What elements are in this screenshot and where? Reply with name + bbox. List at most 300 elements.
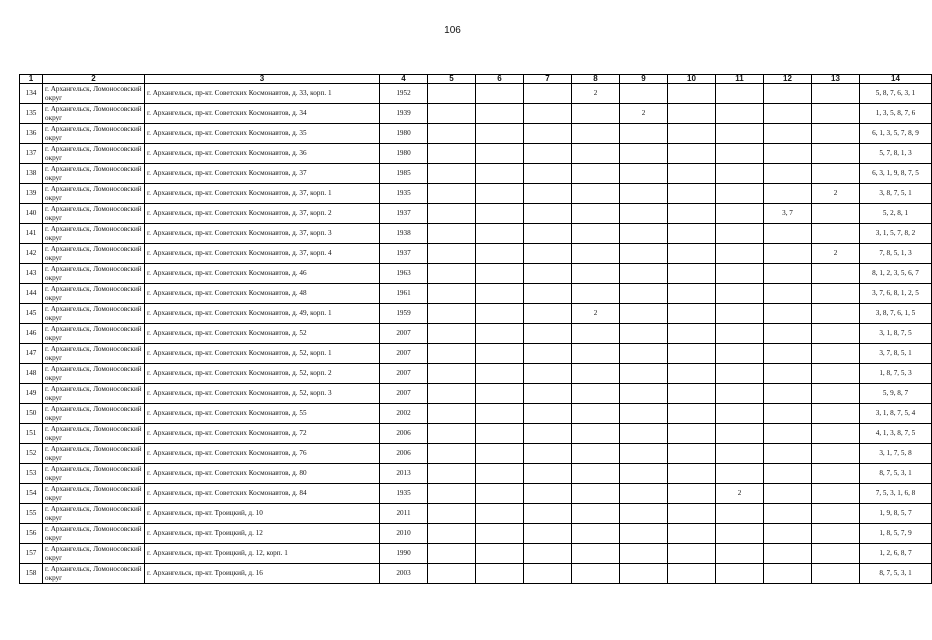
col-5-cell (428, 264, 476, 284)
col-9-cell (620, 124, 668, 144)
col-12-cell (764, 424, 812, 444)
col-7-cell (524, 244, 572, 264)
codes-cell: 5, 7, 8, 1, 3 (860, 144, 932, 164)
year-cell: 2007 (380, 384, 428, 404)
col-12-cell (764, 404, 812, 424)
table-row (20, 484, 932, 504)
col-10-cell (668, 304, 716, 324)
table-row (20, 224, 932, 244)
col-5-cell (428, 224, 476, 244)
col-9-cell (620, 544, 668, 564)
row-number: 143 (20, 264, 43, 284)
row-number: 141 (20, 224, 43, 244)
col-5-cell (428, 284, 476, 304)
codes-cell: 8, 7, 5, 3, 1 (860, 464, 932, 484)
col-8-cell (572, 204, 620, 224)
district-cell: г. Архангельск, Ломоносовский округ (43, 484, 145, 504)
col-7-cell (524, 304, 572, 324)
address-cell: г. Архангельск, пр-кт. Советских Космонавтов, д. 80 (145, 464, 380, 484)
col-13-cell (812, 564, 860, 584)
col-9-cell (620, 404, 668, 424)
row-number: 155 (20, 504, 43, 524)
codes-cell: 8, 1, 2, 3, 5, 6, 7 (860, 264, 932, 284)
codes-cell: 7, 8, 5, 1, 3 (860, 244, 932, 264)
year-cell: 2013 (380, 464, 428, 484)
row-number: 150 (20, 404, 43, 424)
col-5-cell (428, 504, 476, 524)
year-cell: 2010 (380, 524, 428, 544)
col-10-cell (668, 384, 716, 404)
address-cell: г. Архангельск, пр-кт. Советских Космонавтов, д. 37, корп. 4 (145, 244, 380, 264)
col-12-cell (764, 544, 812, 564)
row-number: 156 (20, 524, 43, 544)
codes-cell: 7, 5, 3, 1, 6, 8 (860, 484, 932, 504)
row-number: 157 (20, 544, 43, 564)
col-7-cell (524, 424, 572, 444)
col-10-cell (668, 224, 716, 244)
col-5-cell (428, 444, 476, 464)
col-11-cell (716, 544, 764, 564)
col-6-cell (476, 384, 524, 404)
col-11-cell (716, 204, 764, 224)
col-8-cell (572, 384, 620, 404)
table-row (20, 284, 932, 304)
col-11-cell (716, 524, 764, 544)
col-11-cell (716, 264, 764, 284)
col-6-cell (476, 184, 524, 204)
year-cell: 1985 (380, 164, 428, 184)
col-8-cell (572, 104, 620, 124)
col-6-cell (476, 164, 524, 184)
district-cell: г. Архангельск, Ломоносовский округ (43, 124, 145, 144)
row-number: 135 (20, 104, 43, 124)
address-cell: г. Архангельск, пр-кт. Советских Космонавтов, д. 37 (145, 164, 380, 184)
col-13-cell (812, 484, 860, 504)
col-6-cell (476, 124, 524, 144)
col-10-cell (668, 364, 716, 384)
address-cell: г. Архангельск, пр-кт. Советских Космонавтов, д. 52, корп. 3 (145, 384, 380, 404)
col-6-cell (476, 424, 524, 444)
col-6-cell (476, 484, 524, 504)
col-6-cell (476, 364, 524, 384)
col-8-cell (572, 344, 620, 364)
col-11-cell (716, 364, 764, 384)
col-8-cell (572, 324, 620, 344)
codes-cell: 5, 9, 8, 7 (860, 384, 932, 404)
district-cell: г. Архангельск, Ломоносовский округ (43, 424, 145, 444)
year-cell: 1990 (380, 544, 428, 564)
col-7-cell (524, 444, 572, 464)
table-row (20, 444, 932, 464)
table-row (20, 124, 932, 144)
col-6-cell (476, 544, 524, 564)
codes-cell: 3, 1, 7, 5, 8 (860, 444, 932, 464)
col-12-cell (764, 564, 812, 584)
col-12-cell (764, 464, 812, 484)
row-number: 146 (20, 324, 43, 344)
col-12-cell (764, 444, 812, 464)
column-header-12: 12 (764, 75, 812, 84)
col-5-cell (428, 364, 476, 384)
col-10-cell (668, 144, 716, 164)
col-13-cell (812, 284, 860, 304)
col-11-cell (716, 124, 764, 144)
col-11-cell (716, 324, 764, 344)
col-6-cell (476, 404, 524, 424)
col-7-cell (524, 344, 572, 364)
table-row (20, 104, 932, 124)
col-13-cell (812, 324, 860, 344)
col-13-cell: 2 (812, 244, 860, 264)
col-8-cell (572, 404, 620, 424)
col-12-cell (764, 164, 812, 184)
district-cell: г. Архангельск, Ломоносовский округ (43, 304, 145, 324)
col-8-cell (572, 504, 620, 524)
codes-cell: 1, 3, 5, 8, 7, 6 (860, 104, 932, 124)
col-9-cell (620, 424, 668, 444)
col-7-cell (524, 224, 572, 244)
address-cell: г. Архангельск, пр-кт. Советских Космонавтов, д. 52, корп. 2 (145, 364, 380, 384)
district-cell: г. Архангельск, Ломоносовский округ (43, 104, 145, 124)
year-cell: 2002 (380, 404, 428, 424)
codes-cell: 1, 2, 6, 8, 7 (860, 544, 932, 564)
district-cell: г. Архангельск, Ломоносовский округ (43, 444, 145, 464)
row-number: 147 (20, 344, 43, 364)
col-10-cell (668, 564, 716, 584)
col-13-cell (812, 304, 860, 324)
address-cell: г. Архангельск, пр-кт. Советских Космонавтов, д. 35 (145, 124, 380, 144)
col-12-cell (764, 184, 812, 204)
codes-cell: 1, 8, 7, 5, 3 (860, 364, 932, 384)
row-number: 152 (20, 444, 43, 464)
col-9-cell (620, 364, 668, 384)
col-6-cell (476, 224, 524, 244)
col-10-cell (668, 324, 716, 344)
col-6-cell (476, 344, 524, 364)
col-12-cell (764, 284, 812, 304)
year-cell: 1963 (380, 264, 428, 284)
col-10-cell (668, 204, 716, 224)
col-5-cell (428, 384, 476, 404)
col-10-cell (668, 464, 716, 484)
col-10-cell (668, 404, 716, 424)
address-cell: г. Архангельск, пр-кт. Советских Космонавтов, д. 33, корп. 1 (145, 84, 380, 104)
column-header-11: 11 (716, 75, 764, 84)
address-cell: г. Архангельск, пр-кт. Троицкий, д. 12, корп. 1 (145, 544, 380, 564)
table-row (20, 424, 932, 444)
year-cell: 1952 (380, 84, 428, 104)
column-header-6: 6 (476, 75, 524, 84)
col-13-cell (812, 544, 860, 564)
col-7-cell (524, 324, 572, 344)
col-12-cell: 3, 7 (764, 204, 812, 224)
address-cell: г. Архангельск, пр-кт. Советских Космонавтов, д. 84 (145, 484, 380, 504)
row-number: 139 (20, 184, 43, 204)
col-8-cell (572, 264, 620, 284)
col-7-cell (524, 524, 572, 544)
table-row (20, 304, 932, 324)
district-cell: г. Архангельск, Ломоносовский округ (43, 284, 145, 304)
address-cell: г. Архангельск, пр-кт. Советских Космонавтов, д. 76 (145, 444, 380, 464)
col-9-cell (620, 344, 668, 364)
col-13-cell (812, 144, 860, 164)
column-header-13: 13 (812, 75, 860, 84)
col-10-cell (668, 344, 716, 364)
codes-cell: 8, 7, 5, 3, 1 (860, 564, 932, 584)
col-9-cell (620, 444, 668, 464)
col-13-cell: 2 (812, 184, 860, 204)
col-9-cell (620, 384, 668, 404)
column-header-5: 5 (428, 75, 476, 84)
col-11-cell (716, 244, 764, 264)
col-7-cell (524, 364, 572, 384)
col-5-cell (428, 184, 476, 204)
year-cell: 1937 (380, 204, 428, 224)
col-8-cell: 2 (572, 84, 620, 104)
col-13-cell (812, 524, 860, 544)
col-6-cell (476, 444, 524, 464)
column-header-3: 3 (145, 75, 380, 84)
col-12-cell (764, 484, 812, 504)
district-cell: г. Архангельск, Ломоносовский округ (43, 524, 145, 544)
col-8-cell (572, 444, 620, 464)
row-number: 134 (20, 84, 43, 104)
col-6-cell (476, 464, 524, 484)
col-11-cell (716, 424, 764, 444)
col-13-cell (812, 384, 860, 404)
col-8-cell (572, 144, 620, 164)
table-header-row (20, 75, 932, 84)
col-7-cell (524, 404, 572, 424)
table-row (20, 204, 932, 224)
col-8-cell (572, 484, 620, 504)
col-6-cell (476, 244, 524, 264)
col-8-cell (572, 284, 620, 304)
col-8-cell (572, 164, 620, 184)
col-5-cell (428, 464, 476, 484)
table-row (20, 464, 932, 484)
address-cell: г. Архангельск, пр-кт. Советских Космонавтов, д. 36 (145, 144, 380, 164)
district-cell: г. Архангельск, Ломоносовский округ (43, 164, 145, 184)
col-10-cell (668, 284, 716, 304)
col-10-cell (668, 444, 716, 464)
district-cell: г. Архангельск, Ломоносовский округ (43, 184, 145, 204)
col-12-cell (764, 384, 812, 404)
col-13-cell (812, 224, 860, 244)
col-13-cell (812, 264, 860, 284)
col-10-cell (668, 124, 716, 144)
col-13-cell (812, 204, 860, 224)
table-row (20, 564, 932, 584)
col-6-cell (476, 304, 524, 324)
col-13-cell (812, 444, 860, 464)
column-header-7: 7 (524, 75, 572, 84)
col-7-cell (524, 384, 572, 404)
year-cell: 1935 (380, 484, 428, 504)
address-cell: г. Архангельск, пр-кт. Троицкий, д. 16 (145, 564, 380, 584)
district-cell: г. Архангельск, Ломоносовский округ (43, 324, 145, 344)
housing-register-table (19, 74, 932, 584)
table-row (20, 264, 932, 284)
col-10-cell (668, 544, 716, 564)
row-number: 153 (20, 464, 43, 484)
district-cell: г. Архангельск, Ломоносовский округ (43, 564, 145, 584)
year-cell: 2007 (380, 344, 428, 364)
col-12-cell (764, 504, 812, 524)
year-cell: 2007 (380, 324, 428, 344)
table-row (20, 544, 932, 564)
col-11-cell (716, 184, 764, 204)
col-13-cell (812, 124, 860, 144)
col-8-cell (572, 464, 620, 484)
col-9-cell (620, 244, 668, 264)
table-row (20, 344, 932, 364)
col-6-cell (476, 324, 524, 344)
district-cell: г. Архангельск, Ломоносовский округ (43, 84, 145, 104)
col-10-cell (668, 104, 716, 124)
col-9-cell (620, 164, 668, 184)
col-13-cell (812, 424, 860, 444)
district-cell: г. Архангельск, Ломоносовский округ (43, 404, 145, 424)
col-5-cell (428, 244, 476, 264)
codes-cell: 5, 2, 8, 1 (860, 204, 932, 224)
col-7-cell (524, 84, 572, 104)
codes-cell: 3, 1, 5, 7, 8, 2 (860, 224, 932, 244)
col-6-cell (476, 204, 524, 224)
col-5-cell (428, 404, 476, 424)
column-header-14: 14 (860, 75, 932, 84)
year-cell: 1980 (380, 124, 428, 144)
col-8-cell: 2 (572, 304, 620, 324)
col-13-cell (812, 364, 860, 384)
year-cell: 2006 (380, 444, 428, 464)
col-5-cell (428, 324, 476, 344)
col-9-cell (620, 484, 668, 504)
col-11-cell (716, 384, 764, 404)
col-8-cell (572, 544, 620, 564)
col-11-cell (716, 84, 764, 104)
col-5-cell (428, 164, 476, 184)
address-cell: г. Архангельск, пр-кт. Советских Космонавтов, д. 48 (145, 284, 380, 304)
col-12-cell (764, 304, 812, 324)
col-12-cell (764, 364, 812, 384)
col-11-cell (716, 104, 764, 124)
col-8-cell (572, 364, 620, 384)
codes-cell: 3, 8, 7, 5, 1 (860, 184, 932, 204)
col-5-cell (428, 484, 476, 504)
col-9-cell (620, 464, 668, 484)
row-number: 154 (20, 484, 43, 504)
row-number: 149 (20, 384, 43, 404)
address-cell: г. Архангельск, пр-кт. Советских Космонавтов, д. 55 (145, 404, 380, 424)
col-7-cell (524, 544, 572, 564)
col-7-cell (524, 564, 572, 584)
col-9-cell (620, 304, 668, 324)
row-number: 151 (20, 424, 43, 444)
district-cell: г. Архангельск, Ломоносовский округ (43, 204, 145, 224)
year-cell: 1959 (380, 304, 428, 324)
col-10-cell (668, 264, 716, 284)
col-6-cell (476, 104, 524, 124)
col-5-cell (428, 204, 476, 224)
row-number: 148 (20, 364, 43, 384)
year-cell: 1938 (380, 224, 428, 244)
address-cell: г. Архангельск, пр-кт. Советских Космонавтов, д. 37, корп. 3 (145, 224, 380, 244)
col-11-cell (716, 224, 764, 244)
col-12-cell (764, 104, 812, 124)
table-row (20, 384, 932, 404)
row-number: 145 (20, 304, 43, 324)
col-9-cell (620, 284, 668, 304)
district-cell: г. Архангельск, Ломоносовский округ (43, 364, 145, 384)
col-9-cell (620, 224, 668, 244)
col-13-cell (812, 464, 860, 484)
col-13-cell (812, 104, 860, 124)
col-5-cell (428, 424, 476, 444)
address-cell: г. Архангельск, пр-кт. Советских Космонавтов, д. 46 (145, 264, 380, 284)
col-10-cell (668, 184, 716, 204)
row-number: 144 (20, 284, 43, 304)
col-9-cell (620, 524, 668, 544)
col-8-cell (572, 564, 620, 584)
col-5-cell (428, 104, 476, 124)
col-9-cell (620, 564, 668, 584)
col-10-cell (668, 164, 716, 184)
address-cell: г. Архангельск, пр-кт. Советских Космонавтов, д. 37, корп. 2 (145, 204, 380, 224)
col-6-cell (476, 144, 524, 164)
codes-cell: 1, 8, 5, 7, 9 (860, 524, 932, 544)
col-13-cell (812, 404, 860, 424)
col-11-cell (716, 504, 764, 524)
col-8-cell (572, 424, 620, 444)
column-header-2: 2 (43, 75, 145, 84)
district-cell: г. Архангельск, Ломоносовский округ (43, 264, 145, 284)
col-6-cell (476, 504, 524, 524)
year-cell: 2007 (380, 364, 428, 384)
codes-cell: 3, 7, 8, 5, 1 (860, 344, 932, 364)
row-number: 137 (20, 144, 43, 164)
year-cell: 1961 (380, 284, 428, 304)
col-12-cell (764, 264, 812, 284)
col-11-cell (716, 464, 764, 484)
col-6-cell (476, 564, 524, 584)
col-7-cell (524, 484, 572, 504)
col-11-cell (716, 444, 764, 464)
col-7-cell (524, 144, 572, 164)
row-number: 140 (20, 204, 43, 224)
address-cell: г. Архангельск, пр-кт. Советских Космонавтов, д. 52 (145, 324, 380, 344)
codes-cell: 3, 1, 8, 7, 5, 4 (860, 404, 932, 424)
district-cell: г. Архангельск, Ломоносовский округ (43, 384, 145, 404)
col-12-cell (764, 84, 812, 104)
row-number: 136 (20, 124, 43, 144)
table-row (20, 184, 932, 204)
col-7-cell (524, 204, 572, 224)
district-cell: г. Архангельск, Ломоносовский округ (43, 344, 145, 364)
col-9-cell (620, 84, 668, 104)
col-8-cell (572, 124, 620, 144)
column-header-4: 4 (380, 75, 428, 84)
col-12-cell (764, 324, 812, 344)
column-header-9: 9 (620, 75, 668, 84)
table-row (20, 244, 932, 264)
district-cell: г. Архангельск, Ломоносовский округ (43, 224, 145, 244)
col-11-cell: 2 (716, 484, 764, 504)
col-9-cell (620, 144, 668, 164)
district-cell: г. Архангельск, Ломоносовский округ (43, 244, 145, 264)
col-7-cell (524, 184, 572, 204)
district-cell: г. Архангельск, Ломоносовский округ (43, 504, 145, 524)
